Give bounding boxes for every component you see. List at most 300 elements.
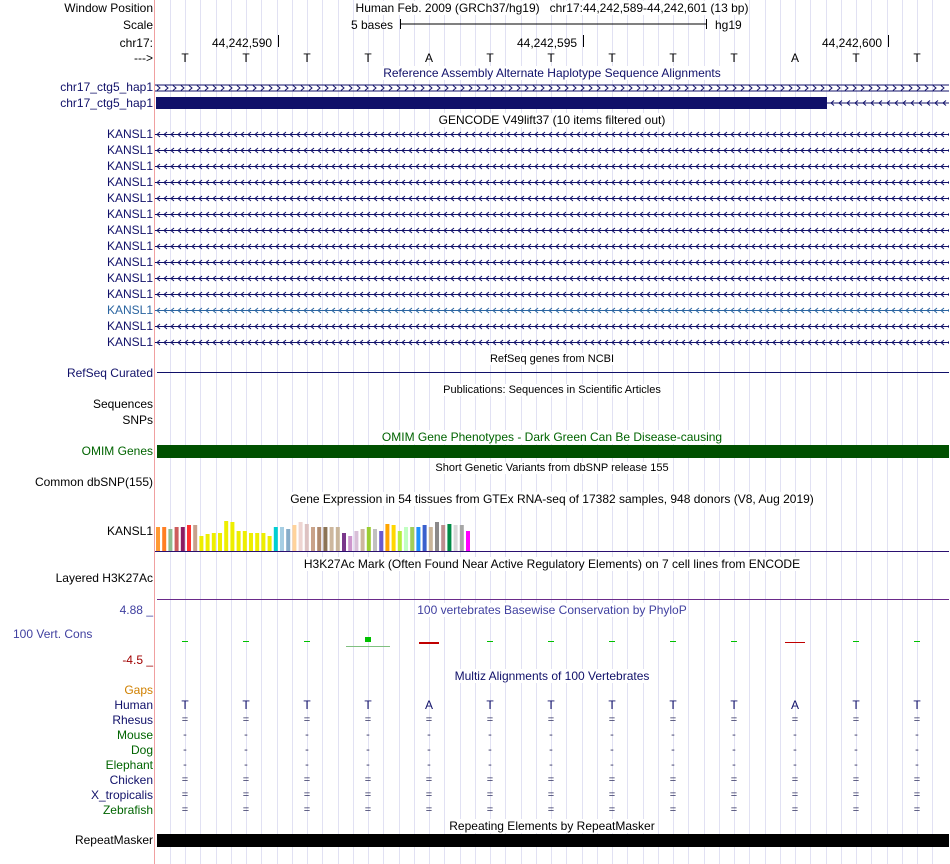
alignment-base: - [427, 744, 431, 756]
strand-chevron [637, 86, 640, 91]
gencode-transcript[interactable] [155, 288, 949, 300]
alignment-base: = [242, 804, 250, 816]
gtex-tissue-bar [429, 527, 433, 551]
alignment-base: = [303, 774, 311, 786]
alignment-base: - [366, 729, 370, 741]
alignment-base: = [913, 714, 921, 726]
gencode-transcript[interactable] [155, 320, 949, 332]
alignment-base: T [486, 698, 494, 712]
alignment-base: = [730, 804, 738, 816]
phylop-score-mark [853, 641, 859, 642]
alignment-base: = [181, 789, 189, 801]
gtex-tissue-bar [330, 527, 334, 551]
gencode-gene-label[interactable]: KANSL1 [106, 319, 153, 333]
alignment-base: T [242, 698, 250, 712]
alignment-base: = [547, 774, 555, 786]
sequence-base: T [669, 51, 677, 65]
h3k27ac-baseline [157, 599, 949, 600]
strand-chevron [293, 86, 296, 91]
strand-chevron [197, 86, 200, 91]
strand-chevron [437, 86, 440, 91]
scale-label: Scale [122, 18, 153, 32]
strand-chevron [245, 86, 248, 91]
alignment-base: - [366, 759, 370, 771]
strand-chevron [509, 86, 512, 91]
alignment-base: = [486, 714, 494, 726]
refseq-track-label[interactable]: RefSeq Curated [66, 366, 153, 380]
alignment-base: = [364, 714, 372, 726]
gencode-gene-label[interactable]: KANSL1 [106, 287, 153, 301]
gtex-tissue-bar [373, 529, 377, 551]
alt-haplotype-feature[interactable] [155, 82, 949, 94]
strand-chevron [781, 86, 784, 91]
sequence-base: T [181, 51, 189, 65]
alignment-base: = [425, 789, 433, 801]
gencode-gene-label[interactable]: KANSL1 [106, 239, 153, 253]
sequence-base: T [608, 51, 616, 65]
sequence-base: A [790, 51, 799, 65]
alignment-base: = [364, 789, 372, 801]
species-label[interactable]: Chicken [109, 773, 153, 787]
gtex-tissue-bar [292, 525, 296, 551]
scale-bases-text: 5 bases [351, 18, 394, 32]
strand-chevron [773, 86, 776, 91]
species-label[interactable]: Human [114, 698, 153, 712]
gencode-transcript[interactable] [155, 208, 949, 220]
gtex-tissue-bar [423, 525, 427, 551]
strand-chevron [589, 86, 592, 91]
gtex-tissue-bar [348, 536, 352, 551]
gtex-tissue-bar [361, 529, 365, 551]
alignment-base: T [913, 698, 921, 712]
strand-chevron [413, 86, 416, 91]
chrom-label: chr17: [119, 36, 153, 50]
alignment-base: - [610, 729, 614, 741]
strand-chevron [373, 86, 376, 91]
strand-chevron [429, 86, 432, 91]
strand-chevron [397, 86, 400, 91]
strand-chevron [213, 86, 216, 91]
strand-chevron [677, 86, 680, 91]
strand-chevron [717, 86, 720, 91]
gencode-transcript[interactable] [155, 160, 949, 172]
species-label[interactable]: X_tropicalis [90, 788, 153, 802]
strand-chevron [933, 86, 936, 91]
alignment-base: - [244, 729, 248, 741]
alignment-base: = [303, 714, 311, 726]
gtex-tissue-bar [156, 527, 160, 551]
strand-chevron [221, 86, 224, 91]
strand-chevron [613, 86, 616, 91]
species-label[interactable]: Mouse [116, 728, 153, 742]
strand-chevron [605, 86, 608, 91]
strand-chevron [709, 86, 712, 91]
gtex-tissue-bar [199, 536, 203, 551]
alignment-base: - [854, 759, 858, 771]
gtex-tissue-bar [416, 527, 420, 551]
strand-chevron [861, 86, 864, 91]
gtex-tissue-bar [249, 533, 253, 551]
gencode-gene-label[interactable]: KANSL1 [106, 335, 153, 349]
ruler-position-1: 44,242,590 [212, 36, 273, 50]
gencode-gene-label[interactable]: KANSL1 [106, 127, 153, 141]
sequence-base: T [364, 51, 372, 65]
gtex-tissue-bar [212, 533, 216, 551]
gencode-gene-label[interactable]: KANSL1 [106, 191, 153, 205]
gtex-tissue-bar [168, 529, 172, 551]
omim-gene-feature[interactable] [157, 445, 949, 458]
phylop-score-mark [670, 641, 676, 642]
gencode-gene-label[interactable]: KANSL1 [106, 159, 153, 173]
strand-chevron [797, 86, 800, 91]
gencode-transcript[interactable] [155, 192, 949, 204]
alignment-base: = [669, 774, 677, 786]
alignment-base: = [547, 789, 555, 801]
strand-chevron [277, 86, 280, 91]
refseq-track-title: RefSeq genes from NCBI [489, 353, 615, 365]
alignment-base: = [303, 789, 311, 801]
gtex-tissue-bar [379, 531, 383, 551]
alignment-base: = [181, 774, 189, 786]
gtex-tissue-bar [392, 525, 396, 551]
strand-chevron [805, 86, 808, 91]
alignment-base: - [854, 744, 858, 756]
strand-chevron [269, 86, 272, 91]
gencode-gene-label[interactable]: KANSL1 [106, 255, 153, 269]
alignment-base: - [793, 729, 797, 741]
gtex-tissue-bar [255, 533, 259, 551]
strand-chevron [485, 86, 488, 91]
phylop-score-mark [548, 641, 554, 642]
strand-chevron [525, 86, 528, 91]
gtex-tissue-bar [354, 531, 358, 551]
gtex-tissue-bar [311, 527, 315, 551]
alignment-base: A [424, 698, 433, 712]
omim-track-label[interactable]: OMIM Genes [81, 444, 153, 458]
alignment-base: = [303, 804, 311, 816]
strand-chevron [517, 86, 520, 91]
h3k27ac-track-label[interactable]: Layered H3K27Ac [55, 571, 153, 585]
gencode-transcript[interactable] [155, 144, 949, 156]
strand-chevron [533, 86, 536, 91]
alignment-base: = [730, 789, 738, 801]
strand-chevron [405, 86, 408, 91]
strand-chevron [301, 86, 304, 91]
gencode-transcript[interactable] [155, 272, 949, 284]
strand-chevron [365, 86, 368, 91]
alignment-base: - [366, 744, 370, 756]
strand-chevron [341, 86, 344, 91]
scale-db-text: hg19 [715, 18, 742, 32]
alignment-base: = [181, 714, 189, 726]
alignment-base: = [547, 804, 555, 816]
publications-track-label[interactable]: Sequences [92, 397, 153, 411]
strand-chevron [661, 86, 664, 91]
ruler-position-3: 44,242,600 [822, 36, 883, 50]
strand-chevron [845, 86, 848, 91]
strand-chevron [669, 86, 672, 91]
gtex-tissue-bar [385, 524, 389, 551]
gencode-transcript[interactable] [155, 304, 949, 316]
strand-chevron [909, 86, 912, 91]
gtex-tissue-bar [454, 525, 458, 551]
gencode-gene-label[interactable]: KANSL1 [106, 175, 153, 189]
gtex-tissue-bar [218, 533, 222, 551]
phylop-score-mark [609, 641, 615, 642]
alignment-base: = [364, 804, 372, 816]
gtex-tissue-bar [299, 522, 303, 551]
strand-chevron [469, 86, 472, 91]
gtex-tissue-bar [466, 531, 470, 551]
strand-chevron [453, 86, 456, 91]
gtex-tissue-bar [447, 524, 451, 551]
phylop-score-mark [487, 641, 493, 642]
gtex-tissue-bar [317, 527, 321, 551]
alignment-base: = [852, 774, 860, 786]
gtex-tissue-bar [336, 527, 340, 551]
alignment-base: T [364, 698, 372, 712]
alignment-base: = [913, 789, 921, 801]
gencode-transcript[interactable] [155, 240, 949, 252]
strand-chevron [837, 86, 840, 91]
alignment-base: - [610, 759, 614, 771]
alignment-base: = [608, 804, 616, 816]
alignment-base: - [610, 744, 614, 756]
strand-chevron [237, 86, 240, 91]
phylop-score-mark [365, 637, 371, 642]
strand-chevron [477, 86, 480, 91]
species-label[interactable]: Dog [130, 743, 153, 757]
alignment-base: T [730, 698, 738, 712]
phylop-track-label[interactable]: 100 Vert. Cons [13, 627, 93, 641]
alignment-base: = [242, 789, 250, 801]
repeat-element-feature[interactable] [157, 834, 949, 847]
strand-chevron [357, 86, 360, 91]
strand-chevron [829, 86, 832, 91]
gtex-tissue-bar [175, 527, 179, 551]
alignment-base: - [549, 729, 553, 741]
dbsnp-track-label[interactable]: Common dbSNP(155) [34, 475, 153, 489]
sequence-base: T [730, 51, 738, 65]
strand-label: ---> [134, 51, 153, 65]
gtex-tissue-bar [274, 527, 278, 551]
omim-track-title: OMIM Gene Phenotypes - Dark Green Can Be Disease-causing [381, 430, 723, 444]
phylop-max-label: 4.88 _ [119, 603, 153, 617]
gencode-gene-label[interactable]: KANSL1 [106, 223, 153, 237]
species-label[interactable]: Elephant [105, 758, 153, 772]
strand-chevron [885, 86, 888, 91]
gtex-track-label[interactable]: KANSL1 [106, 524, 153, 538]
alignment-base: = [852, 789, 860, 801]
ruler-tick [888, 35, 889, 47]
alignment-base: = [181, 804, 189, 816]
alignment-base: - [305, 744, 309, 756]
strand-chevron [725, 86, 728, 91]
alignment-base: - [854, 729, 858, 741]
multiz-track-title: Multiz Alignments of 100 Vertebrates [454, 669, 650, 683]
gencode-gene-label[interactable]: KANSL1 [106, 207, 153, 221]
alignment-base: = [486, 804, 494, 816]
gtex-tissue-bar [286, 529, 290, 551]
ruler-tick [583, 35, 584, 47]
alignment-base: - [671, 759, 675, 771]
sequence-base: A [424, 51, 433, 65]
alignment-base: - [793, 759, 797, 771]
alignment-base: = [791, 774, 799, 786]
alignment-base: - [488, 744, 492, 756]
strand-chevron [645, 86, 648, 91]
ruler-position-2: 44,242,595 [517, 36, 578, 50]
snps-track-label[interactable]: SNPs [122, 413, 153, 427]
multiz-gaps-label[interactable]: Gaps [124, 683, 153, 697]
alignment-base: T [547, 698, 555, 712]
gencode-transcript[interactable] [155, 128, 949, 140]
alignment-base: - [915, 729, 919, 741]
strand-chevron [597, 86, 600, 91]
gtex-tissue-bar [460, 525, 464, 551]
strand-chevron [733, 86, 736, 91]
strand-chevron [261, 86, 264, 91]
alignment-base: = [852, 714, 860, 726]
refseq-gene-line[interactable] [157, 372, 949, 373]
alt-haplotype-label[interactable]: chr17_ctg5_hap1 [60, 80, 153, 94]
strand-chevron [189, 86, 192, 91]
alignment-base: = [486, 774, 494, 786]
strand-chevron [581, 86, 584, 91]
gencode-gene-label[interactable]: KANSL1 [106, 143, 153, 157]
alignment-base: = [791, 789, 799, 801]
assembly-position-text: Human Feb. 2009 (GRCh37/hg19) chr17:44,242,589-44,242,601 (13 bp) [355, 1, 749, 15]
gtex-tissue-bar [187, 525, 191, 551]
publications-track-title: Publications: Sequences in Scientific Articles [443, 384, 661, 396]
alt-haplotype-label[interactable]: chr17_ctg5_hap1 [60, 96, 153, 110]
gencode-gene-label[interactable]: KANSL1 [106, 303, 153, 317]
gencode-transcript[interactable] [155, 224, 949, 236]
gtex-tissue-bar [435, 522, 439, 551]
gtex-tissue-bar [323, 527, 327, 551]
strand-chevron [173, 86, 176, 91]
dbsnp-track-title: Short Genetic Variants from dbSNP release 155 [435, 462, 669, 474]
gtex-tissue-bar [243, 531, 247, 551]
phylop-score-mark [419, 642, 439, 644]
alignment-base: = [730, 774, 738, 786]
sequence-base: T [913, 51, 921, 65]
alignment-base: = [242, 714, 250, 726]
gencode-transcript[interactable] [155, 256, 949, 268]
sequence-base: T [303, 51, 311, 65]
alignment-base: = [242, 774, 250, 786]
strand-chevron [653, 86, 656, 91]
strand-chevron [445, 86, 448, 91]
alignment-base: - [915, 759, 919, 771]
strand-chevron [333, 86, 336, 91]
gtex-tissue-bar [398, 531, 402, 551]
phylop-score-mark [785, 642, 805, 643]
strand-chevron [685, 86, 688, 91]
gencode-transcript[interactable] [155, 336, 949, 348]
gencode-gene-label[interactable]: KANSL1 [106, 271, 153, 285]
gencode-track-title: GENCODE V49lift37 (10 items filtered out) [438, 113, 666, 127]
gtex-tissue-bar [441, 525, 445, 551]
alignment-base: = [791, 804, 799, 816]
phylop-track-title: 100 vertebrates Basewise Conservation by PhyloP [417, 603, 687, 617]
alignment-base: - [732, 759, 736, 771]
scale-bar [400, 17, 708, 31]
phylop-score-mark [182, 641, 188, 642]
alignment-base: = [913, 804, 921, 816]
alignment-base: - [488, 759, 492, 771]
alignment-base: = [425, 714, 433, 726]
strand-chevron [629, 86, 632, 91]
alignment-base: = [730, 714, 738, 726]
strand-chevron [821, 86, 824, 91]
alignment-base: = [669, 804, 677, 816]
strand-chevron [853, 86, 856, 91]
gtex-tissue-bar [230, 522, 234, 551]
strand-chevron [549, 86, 552, 91]
alignment-base: - [915, 744, 919, 756]
alignment-base: - [427, 759, 431, 771]
alignment-base: = [547, 714, 555, 726]
species-label[interactable]: Rhesus [112, 713, 153, 727]
sequence-base: T [852, 51, 860, 65]
alignment-base: - [244, 744, 248, 756]
phylop-score-mark [731, 641, 737, 642]
gtex-tissue-bar [237, 531, 241, 551]
alignment-base: = [425, 774, 433, 786]
gtex-tissue-bar [305, 524, 309, 551]
alignment-base: T [669, 698, 677, 712]
alt-haplotype-feature[interactable] [155, 97, 949, 111]
alignment-base: = [791, 714, 799, 726]
alignment-base: - [732, 729, 736, 741]
strand-chevron [349, 86, 352, 91]
alt-haplotype-title: Reference Assembly Alternate Haplotype Sequence Alignments [383, 66, 721, 80]
strand-chevron [741, 86, 744, 91]
alignment-base: - [549, 744, 553, 756]
gtex-tissue-bar [342, 533, 346, 551]
ruler-tick [278, 35, 279, 47]
strand-chevron [813, 86, 816, 91]
gtex-tissue-bar [404, 527, 408, 551]
alignment-base: - [305, 759, 309, 771]
gtex-tissue-bar [410, 527, 414, 551]
phylop-score-mark [243, 641, 249, 642]
alignment-base: = [425, 804, 433, 816]
strand-chevron [749, 86, 752, 91]
strand-chevron [701, 86, 704, 91]
repeatmasker-track-label[interactable]: RepeatMasker [74, 833, 153, 847]
h3k27ac-track-title: H3K27Ac Mark (Often Found Near Active Regulatory Elements) on 7 cell lines from ENCODE [303, 557, 801, 571]
alignment-base: = [608, 714, 616, 726]
strand-chevron [157, 86, 160, 91]
alignment-base: = [608, 789, 616, 801]
strand-chevron [789, 86, 792, 91]
sequence-base: T [242, 51, 250, 65]
species-label[interactable]: Zebrafish [102, 803, 153, 817]
gtex-tissue-bar [206, 534, 210, 551]
alignment-base: = [669, 714, 677, 726]
strand-chevron [229, 86, 232, 91]
alignment-base: = [608, 774, 616, 786]
alignment-base: A [790, 698, 799, 712]
strand-chevron [461, 86, 464, 91]
alignment-base: - [671, 744, 675, 756]
strand-chevron [285, 86, 288, 91]
strand-chevron [165, 86, 168, 91]
gtex-bar-chart[interactable] [155, 506, 949, 554]
gencode-transcript[interactable] [155, 176, 949, 188]
